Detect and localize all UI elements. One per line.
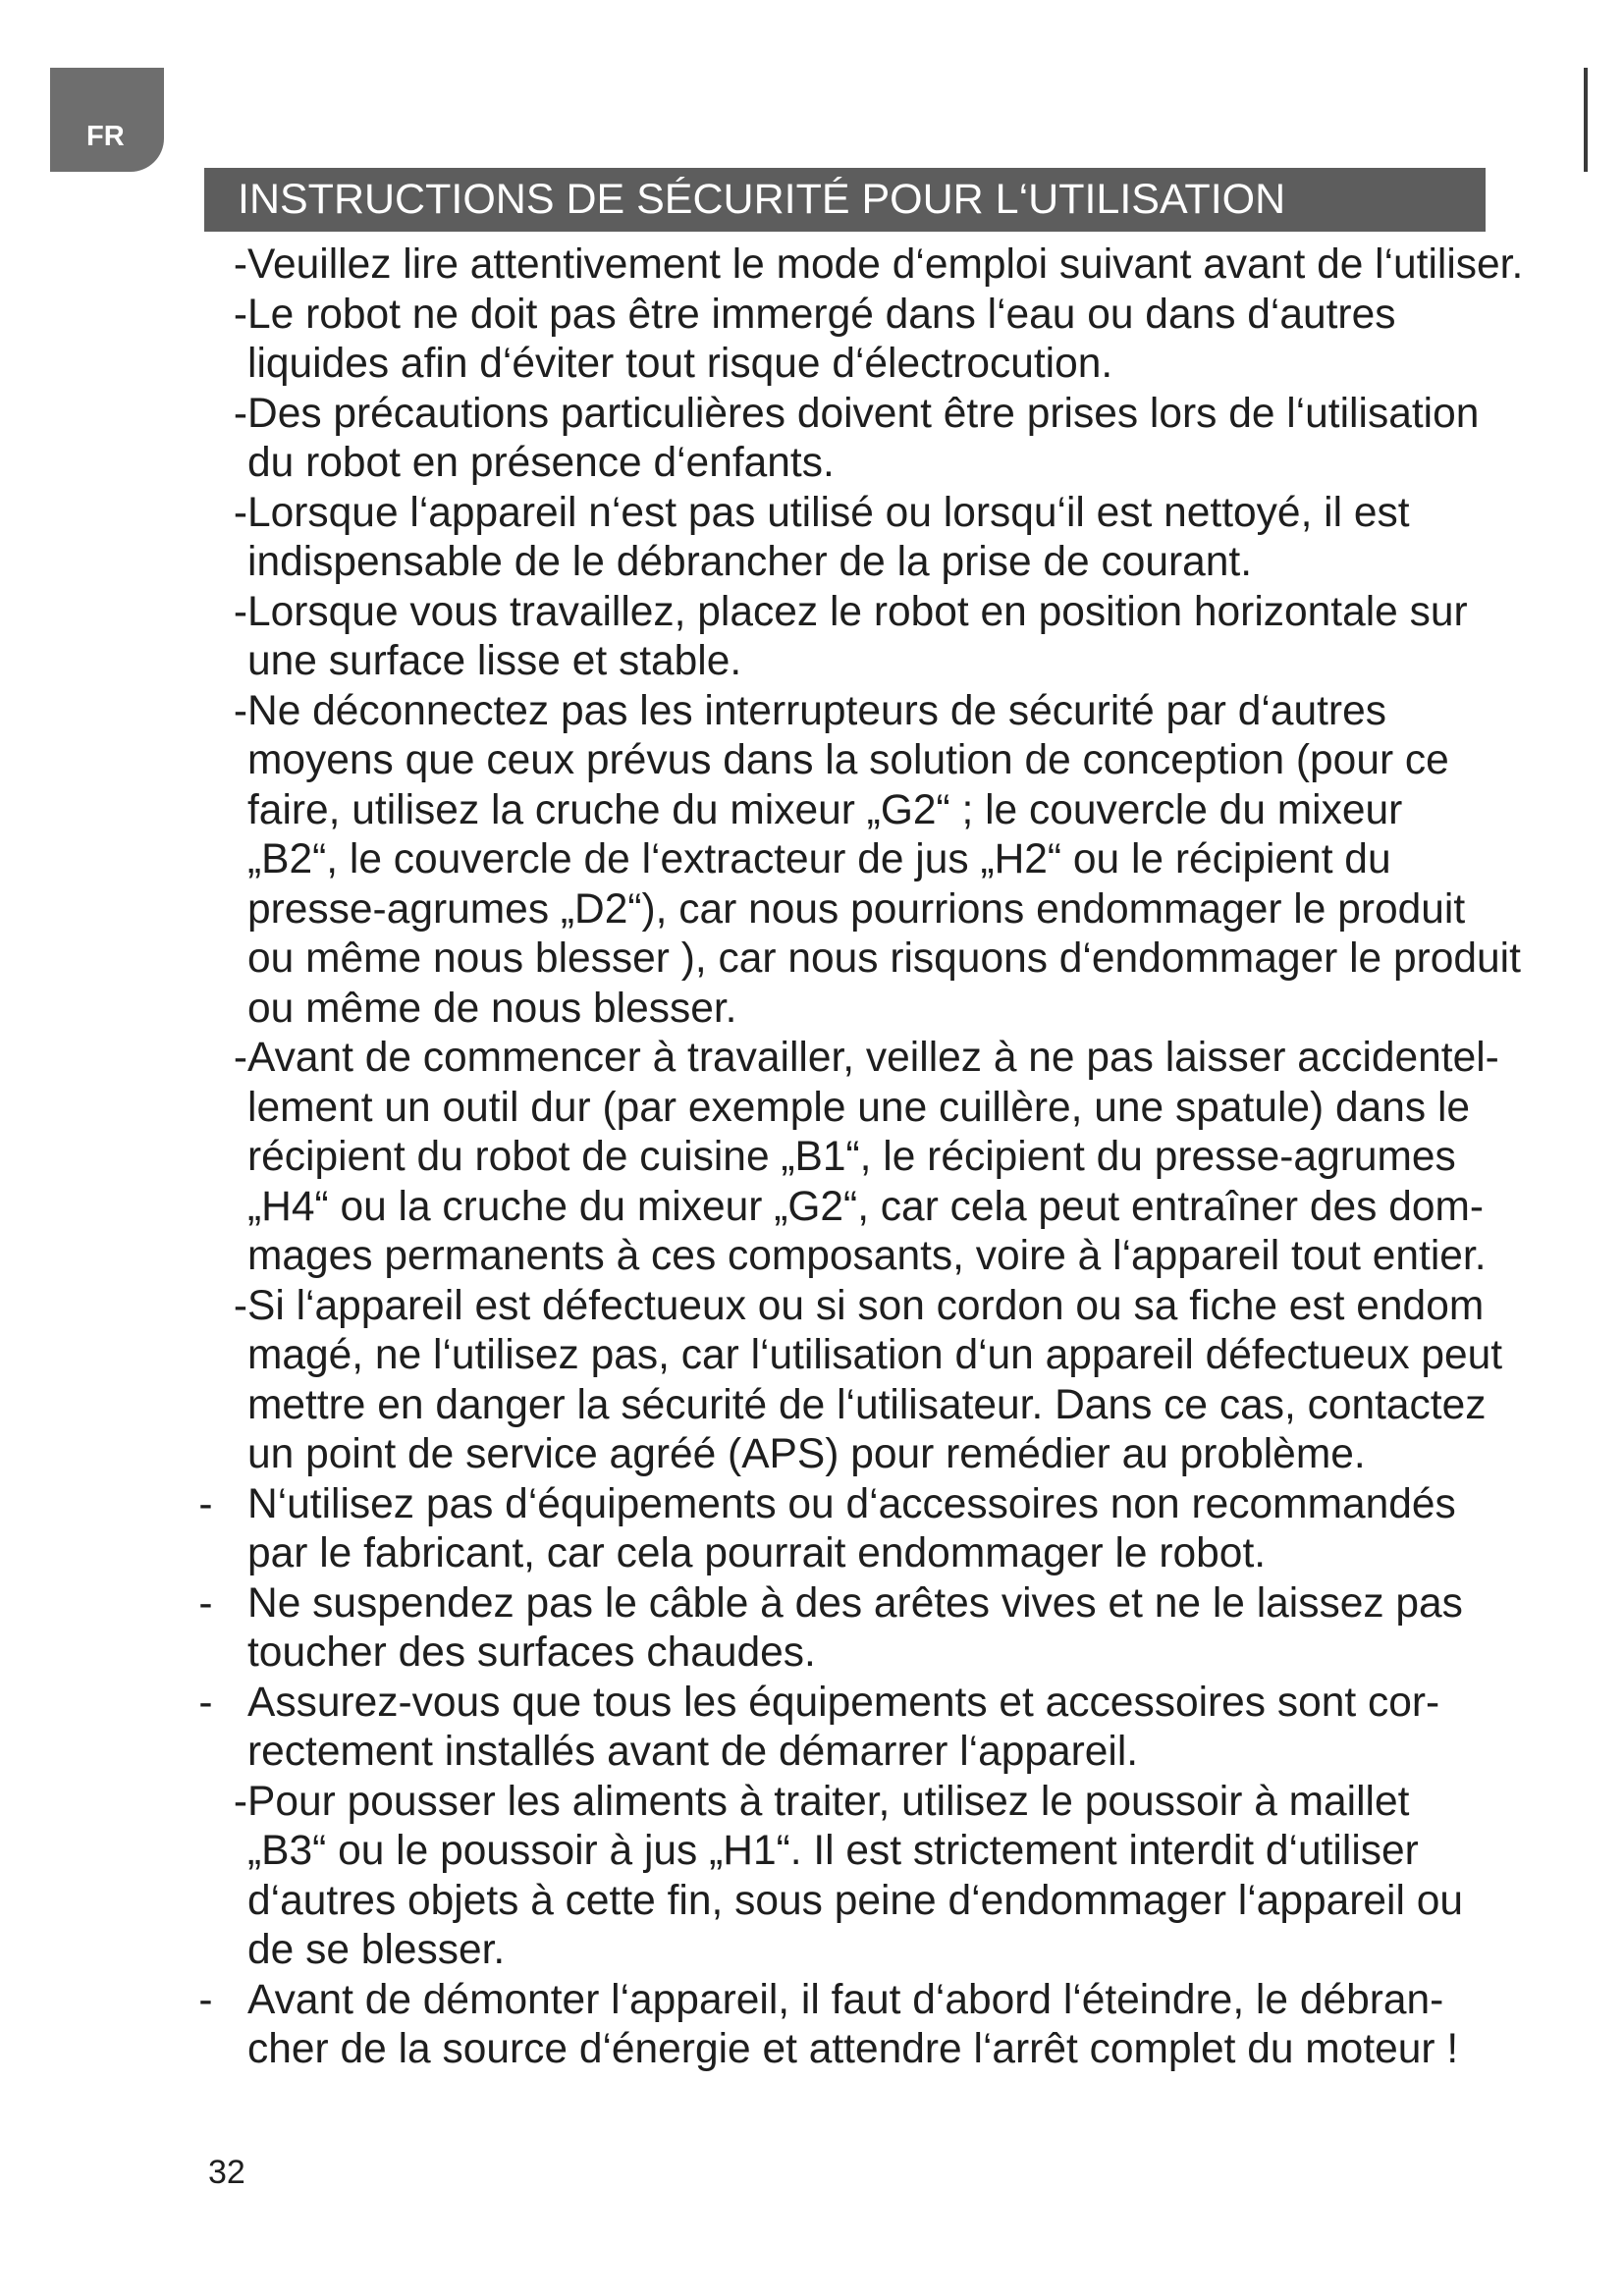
item-line: presse-agrumes „D2“), car nous pourrions endommager le produit (247, 885, 1466, 933)
item-line: Assurez-vous que tous les équipements et accessoires sont cor- (247, 1679, 1440, 1726)
item-line: indispensable de le débrancher de la prise de courant. (247, 539, 1253, 585)
instruction-item (196, 687, 1551, 1035)
item-line: Avant de démonter l‘appareil, il faut d‘abord l‘éteindre, le débran- (247, 1976, 1444, 2023)
instruction-item (196, 390, 1551, 489)
instruction-item (196, 1778, 1551, 1976)
item-line: liquides afin d‘éviter tout risque d‘électrocution. (247, 341, 1113, 387)
item-line: récipient du robot de cuisine „B1“, le récipient du presse-agrumes (247, 1134, 1456, 1180)
item-line: rectement installés avant de démarrer l‘appareil. (247, 1729, 1139, 1775)
item-bullet: - (233, 1778, 247, 1825)
item-line: Le robot ne doit pas être immergé dans l‘eau ou dans d‘autres (247, 291, 1396, 338)
item-line: Ne suspendez pas le câble à des arêtes vives et ne le laissez pas (247, 1579, 1463, 1627)
item-text (247, 1679, 1551, 1778)
item-text (247, 291, 1551, 390)
item-line: de se blesser. (247, 1927, 506, 1973)
instruction-item (196, 240, 1551, 291)
item-text (247, 588, 1551, 687)
item-line: moyens que ceux prévus dans la solution de conception (pour ce (247, 737, 1449, 783)
section-heading-bar (204, 168, 1486, 232)
page-edge-marker (1584, 68, 1588, 172)
item-line: mages permanents à ces composants, voire à l‘appareil tout entier. (247, 1233, 1487, 1279)
item-line: Lorsque l‘appareil n‘est pas utilisé ou lorsqu‘il est nettoyé, il est (247, 489, 1410, 536)
item-bullet: - (233, 241, 247, 288)
item-line: ou même nous blesser ), car nous risquons d‘endommager le produit (247, 935, 1521, 982)
item-line: Des précautions particulières doivent être prises lors de l‘utilisation (247, 390, 1480, 437)
item-line: magé, ne l‘utilisez pas, car l‘utilisation d‘un appareil défectueux peut (247, 1332, 1503, 1378)
instruction-item (196, 1282, 1551, 1480)
item-line: ou même de nous blesser. (247, 985, 737, 1032)
language-tab-label: FR (86, 121, 125, 152)
item-line: du robot en présence d‘enfants. (247, 440, 835, 486)
instruction-item (196, 588, 1551, 687)
item-bullet: - (233, 291, 247, 338)
item-text (247, 1579, 1551, 1679)
item-line: cher de la source d‘énergie et attendre l‘arrêt complet du moteur ! (247, 2026, 1459, 2072)
item-bullet: - (233, 489, 247, 536)
item-line: „B2“, le couvercle de l‘extracteur de jus „H2“ ou le récipient du (247, 836, 1391, 882)
item-line: mettre en danger la sécurité de l‘utilisateur. Dans ce cas, contactez (247, 1381, 1487, 1428)
item-text (247, 1480, 1551, 1579)
item-line: „H4“ ou la cruche du mixeur „G2“, car cela peut entraîner des dom- (247, 1183, 1485, 1230)
item-line: N‘utilisez pas d‘équipements ou d‘accessoires non recommandés (247, 1480, 1456, 1527)
item-bullet: - (233, 390, 247, 437)
instruction-item (196, 1480, 1551, 1579)
instruction-item (196, 1679, 1551, 1778)
language-tab (50, 68, 164, 172)
item-text (247, 390, 1551, 489)
item-text (247, 1976, 1551, 2075)
item-bullet: - (198, 1679, 247, 1726)
item-bullet: - (198, 1579, 247, 1627)
item-line: faire, utilisez la cruche du mixeur „G2“ ; le couvercle du mixeur (247, 786, 1403, 833)
item-line: Veuillez lire attentivement le mode d‘emploi suivant avant de l‘utiliser. (247, 241, 1524, 288)
item-line: Avant de commencer à travailler, veillez à ne pas laisser accidentel- (247, 1035, 1499, 1081)
item-bullet: - (233, 687, 247, 734)
instruction-item (196, 291, 1551, 390)
item-text (247, 240, 1551, 291)
instruction-item (196, 489, 1551, 588)
instruction-item (196, 1579, 1551, 1679)
item-line: „B3“ ou le poussoir à jus „H1“. Il est strictement interdit d‘utiliser (247, 1828, 1419, 1874)
item-bullet: - (233, 1035, 247, 1081)
item-line: un point de service agréé (APS) pour remédier au problème. (247, 1431, 1366, 1477)
page-number: 32 (208, 2154, 245, 2191)
item-bullet: - (233, 588, 247, 635)
item-line: Lorsque vous travaillez, placez le robot en position horizontale sur (247, 588, 1468, 635)
item-bullet: - (198, 1976, 247, 2023)
instruction-item (196, 1976, 1551, 2075)
item-line: une surface lisse et stable. (247, 638, 742, 684)
safety-instructions-list (196, 240, 1551, 2075)
item-line: lement un outil dur (par exemple une cuillère, une spatule) dans le (247, 1084, 1471, 1131)
item-line: toucher des surfaces chaudes. (247, 1629, 816, 1676)
section-heading: INSTRUCTIONS DE SÉCURITÉ POUR L‘UTILISATION (238, 176, 1286, 223)
item-line: Si l‘appareil est défectueux ou si son cordon ou sa fiche est endom (247, 1282, 1485, 1329)
item-line: Pour pousser les aliments à traiter, utilisez le poussoir à maillet (247, 1778, 1410, 1825)
item-text (247, 1034, 1551, 1282)
item-text (247, 1282, 1551, 1480)
item-text (247, 687, 1551, 1035)
item-line: Ne déconnectez pas les interrupteurs de sécurité par d‘autres (247, 687, 1386, 734)
item-bullet: - (198, 1480, 247, 1527)
item-line: par le fabricant, car cela pourrait endommager le robot. (247, 1530, 1267, 1576)
item-line: d‘autres objets à cette fin, sous peine d‘endommager l‘appareil ou (247, 1877, 1463, 1924)
item-bullet: - (233, 1282, 247, 1329)
item-text (247, 1778, 1551, 1976)
item-text (247, 489, 1551, 588)
instruction-item (196, 1034, 1551, 1282)
